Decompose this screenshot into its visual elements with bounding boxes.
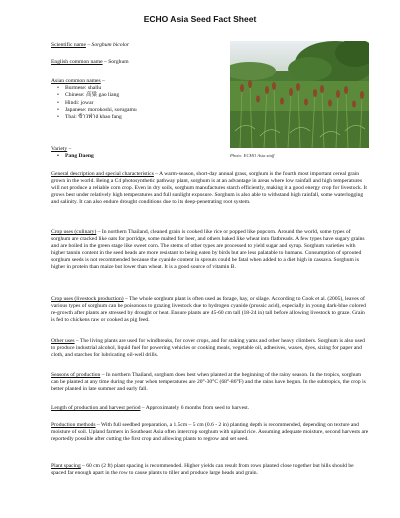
scientific-name-label: Scientific name <box>51 42 86 48</box>
section-heading: Other uses <box>51 338 75 344</box>
section-heading: Plant spacing <box>51 463 81 469</box>
section-text: – The whole sorghum plant is often used as forage, hay, or silage. According to Cook et al. (2005), leaves of various types of sorghum can be poisonous to grazing livestock due to hydrogen cyanide (prussic acid), especially in young dark-blue colored re-growth after plants are stressed by drought or heat. Ensure plants are 45-60 cm tall (18-24 in) tall before allowing livestock to graze. Grain is fed to chickens raw or cooked as pig feed. <box>51 296 366 324</box>
variety-block: Variety – • Pang Daeng <box>51 146 221 160</box>
section-other-uses <box>51 338 369 359</box>
section-seasons <box>51 372 369 393</box>
scientific-name-line: Scientific name – Sorghum bicolor <box>51 42 130 48</box>
section-heading: Seasons of production <box>51 372 101 378</box>
asian-name-item: • Hindi: jowar <box>51 100 221 107</box>
variety-label: Variety <box>51 146 68 152</box>
asian-names-label: Asian common names <box>51 78 101 84</box>
asian-name-item: • Burmese: shallu <box>51 85 221 92</box>
section-general <box>51 171 369 206</box>
section-heading: Crop uses (culinary) <box>51 229 97 235</box>
asian-names-block: Asian common names – • Burmese: shallu • Chinese: 高粱 gao liang • Hindi: jowar • Japanese: morokoshi, sorugamu • Thai: ข้าวฟ่าง khao fang <box>51 78 221 121</box>
section-text: – A warm-season, short-day annual grass, sorghum is the fourth most important cereal grain grown in the world. Being a C4 photosynthetic pathway plant, sorghum is at an advantage in areas where low rainfall and high temperatures will not produce a reliable corn crop. Even in dry soils, sorghum manufactures starch efficiently, making it a good energy crop for livestock. It grows best under relatively high temperatures and full sunlight exposure. Sorghum is also able to withstand high rainfall, some waterlogging and salinity. It can also endure drought conditions due to its deep-penetrating root system. <box>51 171 367 206</box>
english-name: Sorghum <box>108 59 129 65</box>
section-text: – 60 cm (2 ft) plant spacing is recommended. Higher yields can result from rows planted close together but hills should be spaced far enough apart in the row to cause plants to tiller and produce large heads and grain. <box>51 463 354 477</box>
section-text: – Approximately 6 months from seed to harvest. <box>141 405 250 411</box>
section-heading: Crop uses (livestock production) <box>51 296 124 302</box>
sorghum-field-photo <box>230 41 369 148</box>
section-production-methods <box>51 422 369 443</box>
section-text: – The living plants are used for windbreaks, for cover crops, and for staking yams and other heavy climbers. Sorghum is also used to produce industrial alcohol, liquid fuel for powering vehicles or cooking meals, vegetable oil, adhesives, waxes, dyes, sizing for paper and cloth, and starches for lubricating oil-well drills. <box>51 338 365 359</box>
section-text: – In northern Thailand, sorghum does best when planted at the beginning of the rainy season. In the tropics, sorghum can be planted at any time during the year when temperatures are 20°-30°C (68°-86°F) and the rains have begun. In the subtropics, the crop is better planted in late summer and early fall. <box>51 372 366 393</box>
asian-name-item: • Japanese: morokoshi, sorugamu <box>51 107 221 114</box>
section-livestock <box>51 296 369 324</box>
variety-name: • Pang Daeng <box>51 153 221 160</box>
section-heading: Production methods <box>51 422 96 428</box>
section-culinary <box>51 229 369 272</box>
section-plant-spacing <box>51 463 369 477</box>
photo-caption: Photo: ECHO Asia staff <box>230 153 275 158</box>
asian-name-item: • Chinese: 高粱 gao liang <box>51 92 221 99</box>
section-heading: General description and special characteristics <box>51 171 154 177</box>
english-name-line: English common name – Sorghum <box>51 59 129 65</box>
sorghum-field-image <box>230 41 369 148</box>
section-text: – With full seedbed preparation, a 1.5cm – 5 cm (0.6 - 2 in) planting depth is recommended, depending on texture and moisture of soil. Upland farmers in Southeast Asia often intercrop sorghum with upland rice. Assuming adequate moisture, second harvests are reportedly possible after cutting the first crop and allowing plants to regrow and set seed. <box>51 422 369 443</box>
asian-name-item: • Thai: ข้าวฟ่าง khao fang <box>51 114 221 121</box>
page-title: ECHO Asia Seed Fact Sheet <box>143 14 257 24</box>
scientific-name: Sorghum bicolor <box>91 42 130 48</box>
section-text: – In northern Thailand, cleaned grain is cooked like rice or popped like popcorn. Around the world, some types of sorghum are cracked like oats for porridge, some malted for beer, and others baked like wheat into flatbreads. A few types have sugary grains and are boiled in the green stage like sweet corn. The stems of other types are processed to yield sugar and syrup. Sorghum varieties with higher tannin content in the seed heads are more resistant to being eaten by birds but are less palatable to humans. Consumption of sprouted sorghum seeds is not recommended because the cyanide content in sprouts could be fatal when added to a diet high in cassava. Sorghum is higher in protein than maize but lower than wheat. It is a good source of vitamin B. <box>51 229 365 271</box>
section-length <box>51 405 369 412</box>
english-name-label: English common name <box>51 59 103 65</box>
section-heading: Length of production and harvest period <box>51 405 141 411</box>
asian-names-list <box>51 85 221 121</box>
